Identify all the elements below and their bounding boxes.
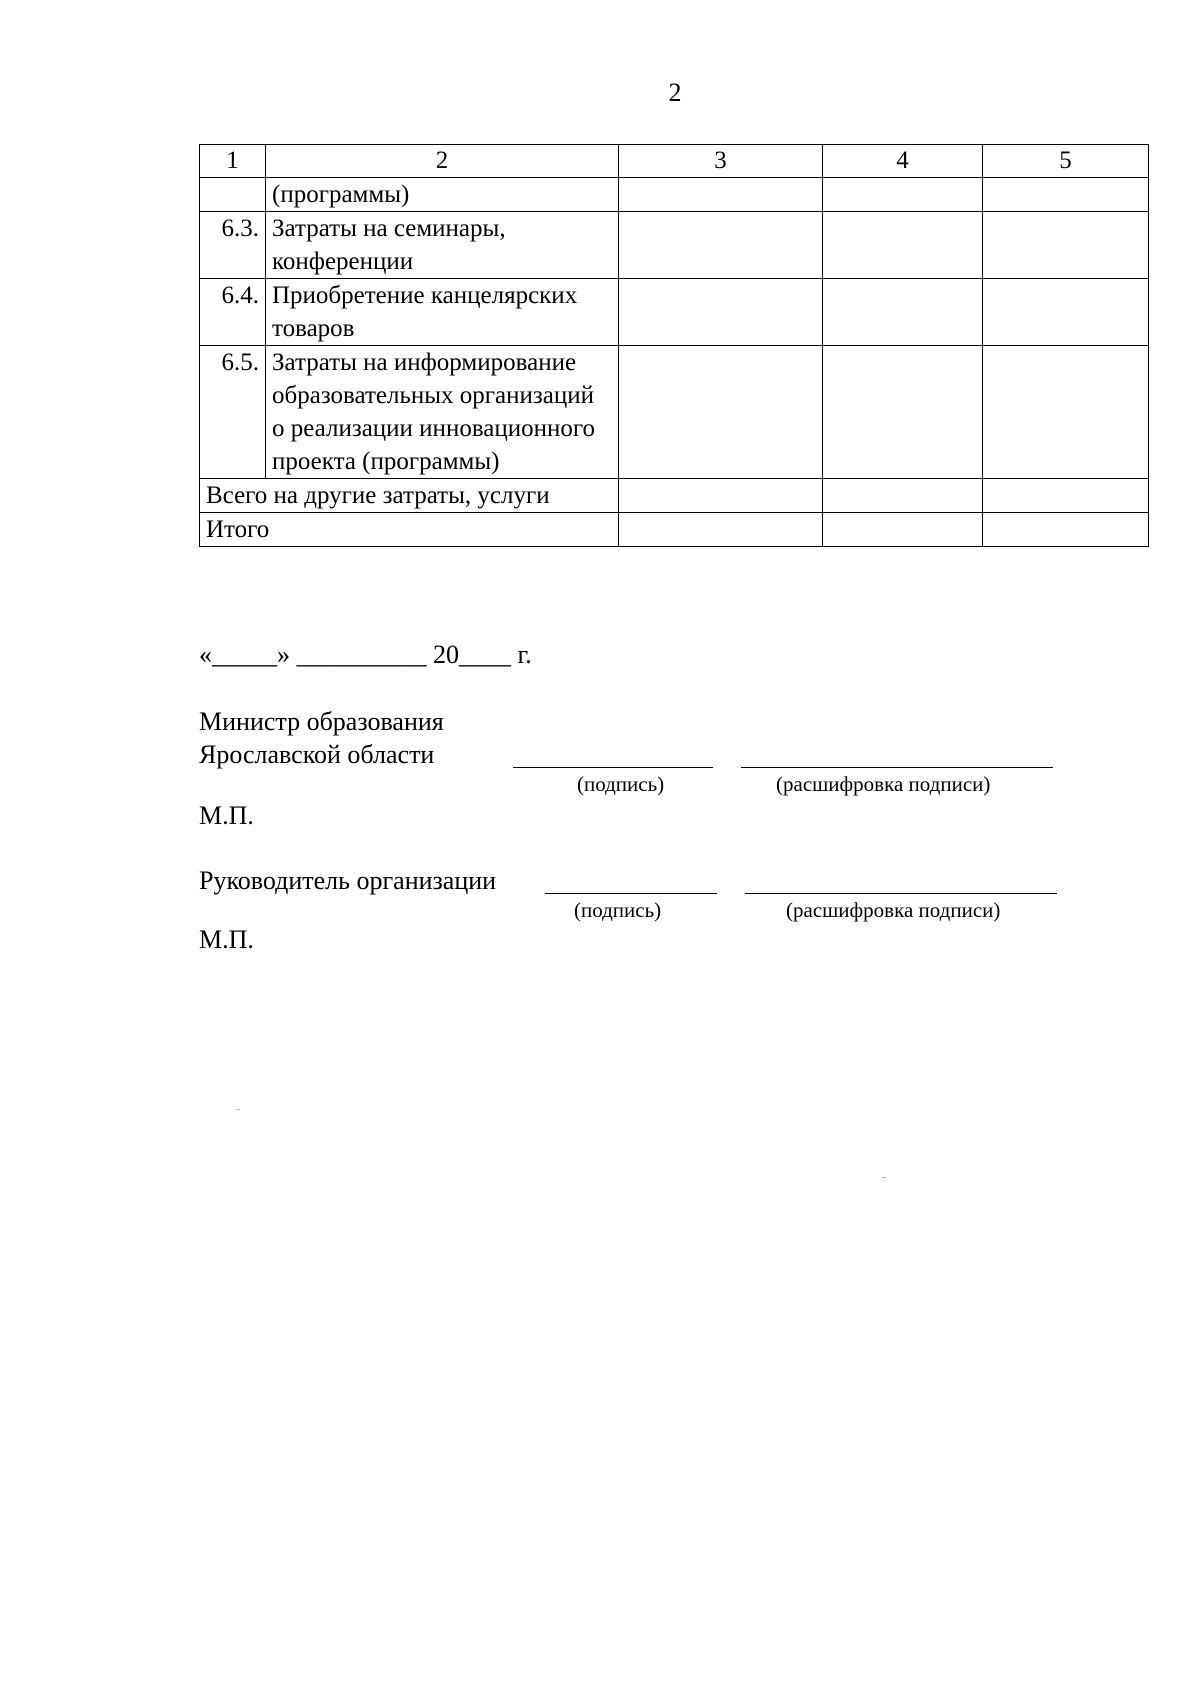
table-row [200, 346, 1149, 479]
row-name: Приобретение канцелярских товаров [266, 279, 619, 346]
row-name: Затраты на семинары, конференции [266, 212, 619, 279]
row-name: (программы) [266, 178, 619, 212]
minister-stamp: М.П. [199, 801, 254, 830]
column-header: 2 [266, 145, 619, 178]
row-number: 6.5. [200, 346, 266, 479]
cell-col3 [619, 212, 823, 279]
page-number: 2 [668, 78, 682, 107]
date-line: «_____» __________ 20____ г. [199, 640, 532, 669]
head-decode-line [745, 893, 1057, 894]
cell-col5 [983, 212, 1149, 279]
summary-label: Всего на другие затраты, услуги [200, 479, 619, 513]
table-row [200, 178, 1149, 212]
minister-decode-caption: (расшифровка подписи) [776, 772, 991, 796]
summary-row [200, 479, 1149, 513]
cell-col5 [983, 513, 1149, 547]
row-number: 6.4. [200, 279, 266, 346]
table-row [200, 279, 1149, 346]
summary-row [200, 513, 1149, 547]
cost-table [199, 144, 1149, 547]
scan-speck [882, 1177, 886, 1178]
cell-col3 [619, 178, 823, 212]
column-header: 1 [200, 145, 266, 178]
column-header: 4 [823, 145, 983, 178]
minister-decode-line [741, 767, 1053, 768]
cell-col4 [823, 279, 983, 346]
cell-col3 [619, 279, 823, 346]
head-signature-caption: (подпись) [574, 898, 662, 922]
column-header: 3 [619, 145, 823, 178]
head-signature-line [545, 893, 717, 894]
scan-speck [236, 1109, 240, 1110]
column-header: 5 [983, 145, 1149, 178]
head-title: Руководитель организации [199, 866, 497, 895]
minister-title: Министр образования Ярославской области [199, 707, 444, 769]
minister-signature-line [513, 767, 713, 768]
minister-signature-caption: (подпись) [577, 772, 665, 796]
cell-col3 [619, 513, 823, 547]
head-decode-caption: (расшифровка подписи) [786, 898, 1001, 922]
cell-col4 [823, 513, 983, 547]
cell-col4 [823, 212, 983, 279]
row-number [200, 178, 266, 212]
cell-col5 [983, 178, 1149, 212]
cell-col3 [619, 479, 823, 513]
cell-col4 [823, 178, 983, 212]
cell-col5 [983, 479, 1149, 513]
head-stamp: М.П. [199, 925, 254, 954]
table-row [200, 212, 1149, 279]
cell-col4 [823, 479, 983, 513]
cell-col4 [823, 346, 983, 479]
summary-label: Итого [200, 513, 619, 547]
row-number: 6.3. [200, 212, 266, 279]
row-name: Затраты на информирование образовательных организаций о реализации инновационного проекта (программы) [266, 346, 619, 479]
cell-col5 [983, 346, 1149, 479]
cell-col3 [619, 346, 823, 479]
cell-col5 [983, 279, 1149, 346]
table-header-row [200, 145, 1149, 178]
